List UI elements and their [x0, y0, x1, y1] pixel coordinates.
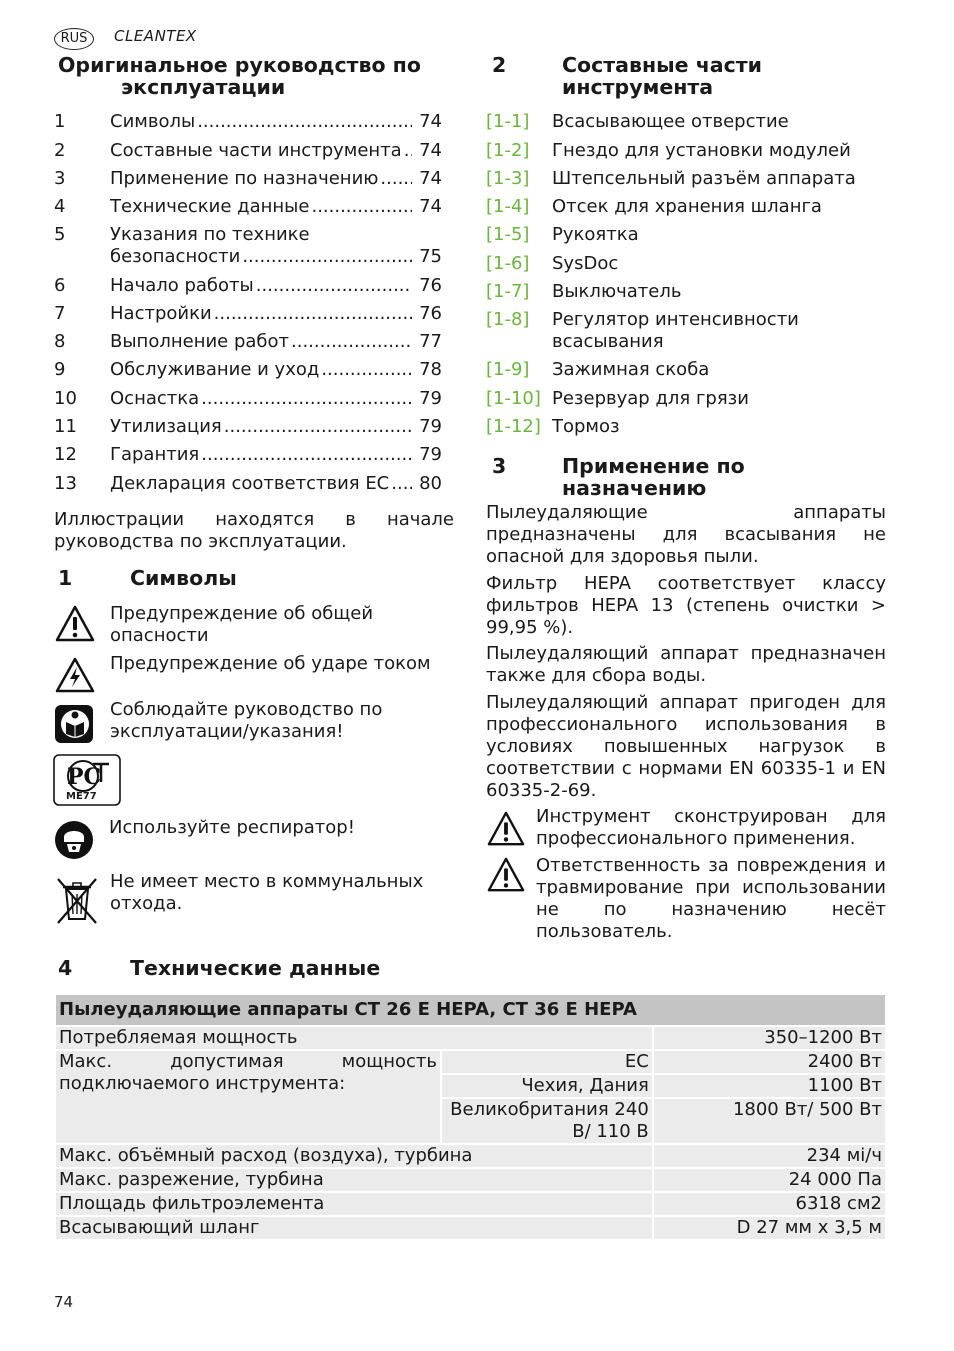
part-name: Штепсельный разъём аппарата	[552, 168, 856, 189]
read-manual-icon	[54, 704, 94, 744]
spec-label: Площадь фильтроэлемента	[55, 1192, 653, 1216]
spec-value: 234 мі/ч	[653, 1144, 886, 1168]
toc-number: 10	[54, 388, 77, 409]
toc-label: Утилизация	[110, 416, 222, 437]
part-name: Тормоз	[552, 416, 620, 437]
part-ref[interactable]: [1-2]	[486, 140, 530, 161]
doc-title-line2: эксплуатации	[121, 75, 286, 99]
toc-page: 74	[419, 111, 442, 132]
toc-item[interactable]	[54, 444, 442, 466]
toc-page: 79	[419, 416, 442, 437]
warning-triangle-icon	[486, 856, 526, 894]
toc-item[interactable]	[54, 275, 442, 297]
toc-number: 3	[54, 168, 66, 189]
warning-text: Ответственность за повреждения и травмирование при использовании не по назначению несёт пользователь.	[536, 855, 886, 942]
toc-label: безопасности	[110, 246, 241, 267]
warning-triangle-icon	[54, 604, 96, 644]
toc-item[interactable]	[54, 224, 442, 268]
symbol-text: Соблюдайте руководство по эксплуатации/указания!	[110, 699, 383, 742]
toc-page: 79	[419, 388, 442, 409]
toc-label: Гарантия	[110, 444, 200, 465]
toc-page: 76	[419, 275, 442, 296]
illustrations-note: Иллюстрации находятся в начале руководства по эксплуатации.	[54, 509, 454, 552]
part-ref[interactable]: [1-1]	[486, 111, 530, 132]
section4-number: 4	[58, 956, 73, 980]
section1-number: 1	[58, 566, 73, 590]
toc-number: 1	[54, 111, 66, 132]
toc-item[interactable]	[54, 196, 442, 218]
toc-number: 5	[54, 224, 66, 245]
toc-label: Выполнение работ	[110, 331, 290, 352]
toc-page: 74	[419, 196, 442, 217]
part-ref[interactable]: [1-9]	[486, 359, 530, 380]
toc-number: 2	[54, 140, 66, 161]
spec-value: 24 000 Па	[653, 1168, 886, 1192]
spec-label: Всасывающий шланг	[55, 1216, 653, 1240]
toc-number: 9	[54, 359, 66, 380]
toc-page: 74	[419, 168, 442, 189]
brand-name: CLEANTEX	[114, 27, 197, 45]
part-name: Отсек для хранения шланга	[552, 196, 822, 217]
doc-title-line1: Оригинальное руководство по	[58, 53, 421, 77]
toc-number: 4	[54, 196, 66, 217]
part-name: Зажимная скоба	[552, 359, 710, 380]
toc-item[interactable]	[54, 359, 442, 381]
part-name: Всасывающее отверстие	[552, 111, 789, 132]
part-name: Регулятор интенсивности всасывания	[552, 309, 799, 352]
toc-label: Применение по назначению	[110, 168, 379, 189]
toc-number: 6	[54, 275, 66, 296]
table-header-row	[55, 994, 886, 1026]
toc-item[interactable]	[54, 140, 442, 162]
spec-label: Макс. разрежение, турбина	[55, 1168, 653, 1192]
toc-item[interactable]	[54, 473, 442, 495]
toc-item[interactable]	[54, 331, 442, 353]
symbol-text: Предупреждение об ударе током	[110, 653, 431, 674]
part-ref[interactable]: [1-8]	[486, 309, 530, 330]
part-ref[interactable]: [1-10]	[486, 388, 541, 409]
part-ref[interactable]: [1-12]	[486, 416, 541, 437]
spec-value: 1100 Вт	[653, 1074, 886, 1098]
toc-label-line1: Указания по технике	[110, 224, 310, 245]
part-name: SysDoc	[552, 253, 619, 274]
section3-title-line2: назначению	[562, 476, 707, 500]
section2-title-line2: инструмента	[562, 75, 714, 99]
table-row	[55, 1168, 886, 1192]
tech-specs-table	[54, 993, 887, 1241]
warning-triangle-icon	[486, 810, 526, 848]
toc-number: 13	[54, 473, 77, 494]
toc-item[interactable]	[54, 303, 442, 325]
symbol-text: Не имеет место в коммунальных отхода.	[110, 871, 424, 914]
spec-value: D 27 мм x 3,5 м	[653, 1216, 886, 1240]
spec-value: 1800 Вт/ 500 Вт	[653, 1098, 886, 1144]
part-ref[interactable]: [1-4]	[486, 196, 530, 217]
table-row	[55, 1192, 886, 1216]
toc-label: Декларация соответствия ЕС	[110, 473, 390, 494]
toc-label: Оснастка	[110, 388, 200, 409]
toc-page: 77	[419, 331, 442, 352]
part-name: Гнездо для установки модулей	[552, 140, 851, 161]
toc-item[interactable]	[54, 111, 442, 133]
spec-region: Чехия, Дания	[441, 1074, 653, 1098]
usage-paragraph: Пылеудаляющий аппарат предназначен также для сбора воды.	[486, 643, 886, 686]
part-ref[interactable]: [1-6]	[486, 253, 530, 274]
crossed-bin-icon	[54, 877, 100, 925]
toc-page: 76	[419, 303, 442, 324]
table-row	[55, 1026, 886, 1050]
spec-label: Макс. допустимая мощность подключаемого инструмента:	[55, 1050, 441, 1144]
table-header: Пылеудаляющие аппараты CT 26 E HEPA, CT 36 E HEPA	[55, 994, 886, 1026]
gost-mark-code: ME77	[66, 791, 97, 802]
toc-item[interactable]	[54, 388, 442, 410]
spec-region: Великобритания 240 В/ 110 В	[441, 1098, 653, 1144]
section2-number: 2	[492, 53, 507, 77]
toc-page: 78	[419, 359, 442, 380]
table-row	[55, 1216, 886, 1240]
part-name: Резервуар для грязи	[552, 388, 749, 409]
toc-item[interactable]	[54, 168, 442, 190]
language-badge: RUS	[54, 28, 94, 50]
section3-number: 3	[492, 454, 507, 478]
table-row	[55, 1050, 886, 1074]
table-row	[55, 1144, 886, 1168]
warning-text: Инструмент сконструирован для профессионального применения.	[536, 806, 886, 849]
usage-paragraph: Фильтр HEPA соответствует классу фильтров HEPA 13 (степень очистки > 99,95 %).	[486, 573, 886, 638]
toc-page: 79	[419, 444, 442, 465]
toc-page: 80	[419, 473, 442, 494]
section4-title: Технические данные	[130, 956, 381, 980]
part-ref[interactable]: [1-7]	[486, 281, 530, 302]
svg-text:PC: PC	[67, 764, 102, 790]
spec-region: EC	[441, 1050, 653, 1074]
part-ref[interactable]: [1-3]	[486, 168, 530, 189]
section2-title-line1: Составные части	[562, 53, 763, 77]
toc-number: 12	[54, 444, 77, 465]
part-name: Рукоятка	[552, 224, 639, 245]
spec-label: Макс. объёмный расход (воздуха), турбина	[55, 1144, 653, 1168]
usage-paragraph: Пылеудаляющий аппарат пригоден для профессионального использования в условиях повышенных нагрузок в соответствии с нормами EN 60335-1 и EN 60335-2-69.	[486, 692, 886, 801]
toc-label: Символы	[110, 111, 196, 132]
symbol-text: Используйте респиратор!	[109, 817, 355, 838]
page-number: 74	[54, 1293, 74, 1311]
toc-number: 8	[54, 331, 66, 352]
toc-label: Обслуживание и уход	[110, 359, 320, 380]
toc-number: 7	[54, 303, 66, 324]
symbol-text: Предупреждение об общей опасности	[110, 603, 374, 646]
toc-label: Технические данные	[110, 196, 310, 217]
section1-title: Символы	[130, 566, 237, 590]
spec-value: 350–1200 Вт	[653, 1026, 886, 1050]
spec-value: 2400 Вт	[653, 1050, 886, 1074]
toc-page: 74	[419, 140, 442, 161]
toc-label: Настройки	[110, 303, 212, 324]
toc-item[interactable]	[54, 416, 442, 438]
part-ref[interactable]: [1-5]	[486, 224, 530, 245]
toc-label: Начало работы	[110, 275, 254, 296]
usage-paragraph: Пылеудаляющие аппараты предназначены для всасывания не опасной для здоровья пыли.	[486, 502, 886, 567]
spec-label: Потребляемая мощность	[55, 1026, 653, 1050]
toc-label: Составные части инструмента	[110, 140, 402, 161]
electric-shock-icon	[54, 656, 96, 694]
section3-title-line1: Применение по	[562, 454, 745, 478]
part-name: Выключатель	[552, 281, 682, 302]
spec-value: 6318 см2	[653, 1192, 886, 1216]
toc-page: 75	[419, 246, 442, 267]
respirator-icon	[54, 820, 94, 860]
toc-number: 11	[54, 416, 77, 437]
